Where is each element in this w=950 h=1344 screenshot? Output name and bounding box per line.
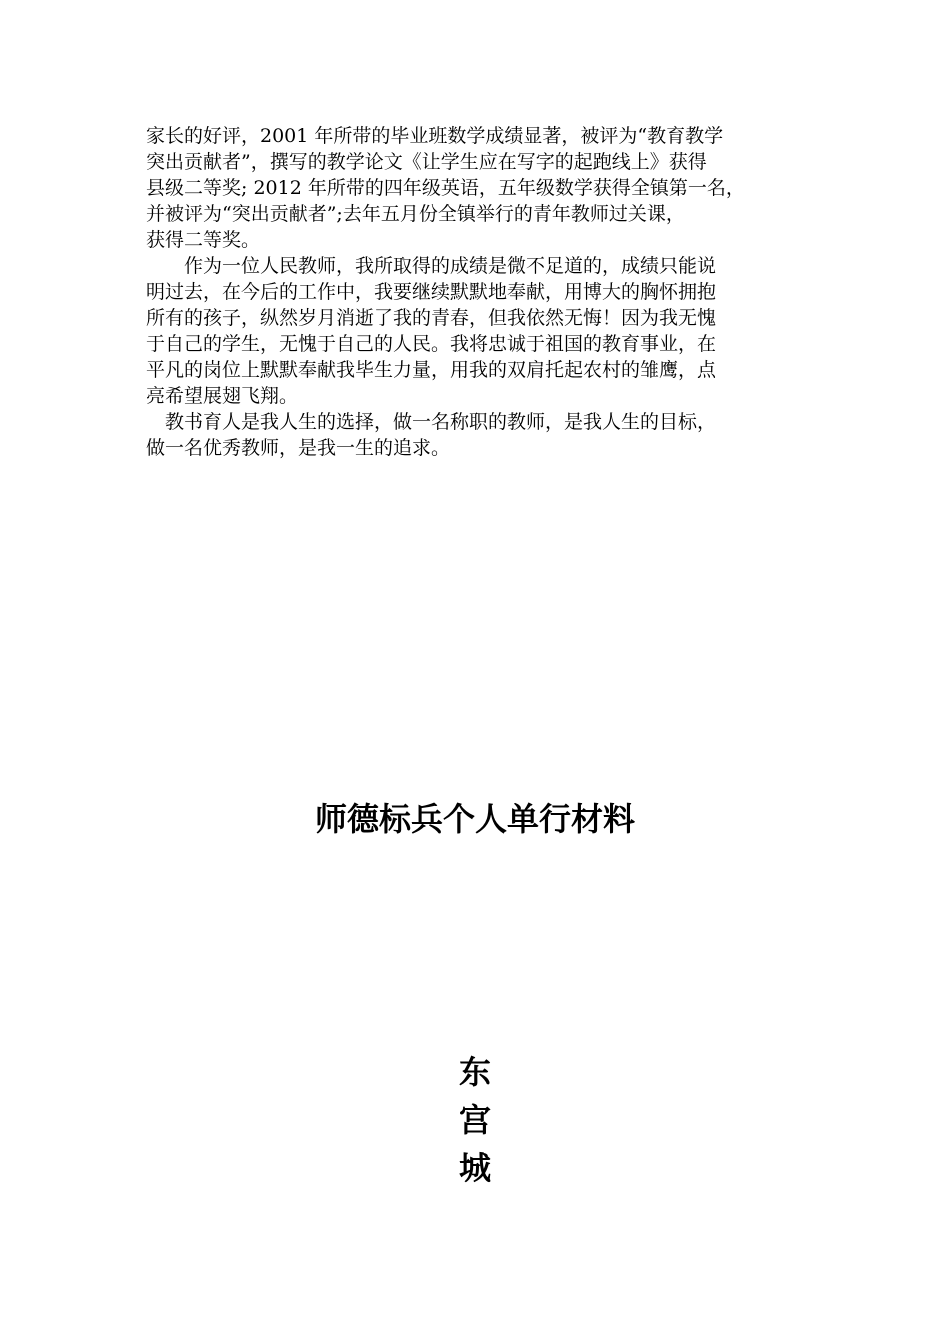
text-line: 获得二等奖。 <box>146 229 261 251</box>
text-line: 并被评为“突出贡献者”;去年五月份全镇举行的青年教师过关课， <box>146 203 685 225</box>
author-name <box>452 1048 498 1192</box>
text-line: 突出贡献者”，撰写的教学论文《让学生应在写字的起跑线上》获得 <box>146 151 707 173</box>
text-line: 作为一位人民教师，我所取得的成绩是微不足道的，成绩只能说 <box>146 255 717 277</box>
text-line: 平凡的岗位上默默奉献我毕生力量，用我的双肩托起农村的雏鹰，点 <box>146 359 717 381</box>
text-line: 家长的好评，2001 年所带的毕业班数学成绩显著，被评为“教育教学 <box>146 125 724 147</box>
document-title: 师德标兵个人单行材料 <box>314 800 635 838</box>
author-name-char: 宫 <box>458 1101 491 1139</box>
author-name-char: 东 <box>458 1053 491 1091</box>
text-line: 于自己的学生，无愧于自己的人民。我将忠诚于祖国的教育事业，在 <box>146 333 717 355</box>
text-line: 亮希望展翅飞翔。 <box>146 385 299 407</box>
text-line: 教书育人是我人生的选择，做一名称职的教师，是我人生的目标， <box>146 411 717 433</box>
text-line: 县级二等奖; 2012 年所带的四年级英语，五年级数学获得全镇第一名， <box>146 177 745 199</box>
author-name-char: 城 <box>458 1149 491 1187</box>
body-text <box>146 123 814 461</box>
text-line: 明过去，在今后的工作中，我要继续默默地奉献，用博大的胸怀拥抱 <box>146 281 717 303</box>
text-line: 所有的孩子，纵然岁月消逝了我的青春，但我依然无悔！因为我无愧 <box>146 307 717 329</box>
text-line: 做一名优秀教师，是我一生的追求。 <box>146 437 451 459</box>
